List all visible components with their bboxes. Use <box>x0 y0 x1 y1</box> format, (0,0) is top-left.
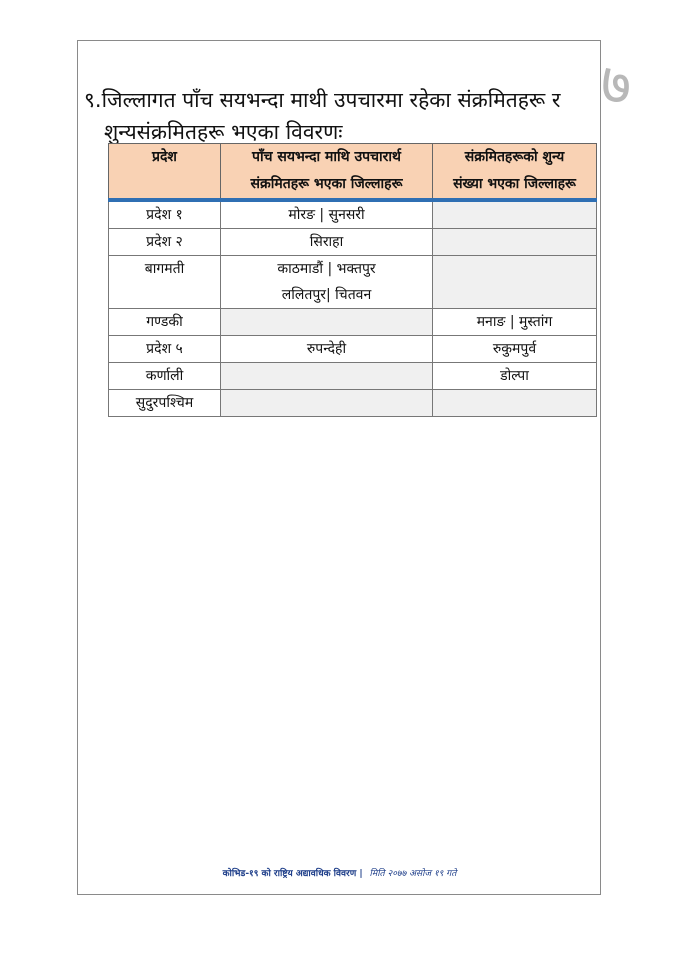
cell-zero: मनाङ | मुस्तांग <box>433 309 597 336</box>
cell-over500 <box>221 309 433 336</box>
table-row <box>109 363 597 390</box>
cell-over500-line2: ललितपुर| चितवन <box>281 287 372 303</box>
district-table <box>108 143 597 417</box>
table-row <box>109 256 597 309</box>
page-number: ७ <box>601 50 632 118</box>
header-zero <box>433 144 597 201</box>
cell-zero <box>433 390 597 417</box>
heading-line-2: शुन्यसंक्रमितहरू भएका विवरणः <box>104 120 343 144</box>
cell-province: प्रदेश २ <box>109 229 221 256</box>
table-row <box>109 200 597 229</box>
cell-over500 <box>221 390 433 417</box>
cell-province: गण्डकी <box>109 309 221 336</box>
page-footer <box>0 866 679 879</box>
table-row <box>109 309 597 336</box>
header-over500-line2: संक्रमितहरू भएका जिल्लाहरू <box>250 176 403 192</box>
table-row <box>109 229 597 256</box>
header-zero-line2: संख्या भएका जिल्लाहरू <box>453 176 576 192</box>
cell-over500 <box>221 363 433 390</box>
cell-over500: मोरङ | सुनसरी <box>221 200 433 229</box>
heading-line-1: ९.जिल्लागत पाँच सयभन्दा माथी उपचारमा रहेका संक्रमितहरू र <box>84 88 561 112</box>
header-over500-line1: पाँच सयभन्दा माथि उपचारार्थ <box>252 149 401 165</box>
footer-title: कोभिड-१९ को राष्ट्रिय अद्यावधिक विवरण | <box>222 869 363 879</box>
cell-province: प्रदेश ५ <box>109 336 221 363</box>
cell-province: कर्णाली <box>109 363 221 390</box>
cell-over500: रुपन्देही <box>221 336 433 363</box>
cell-over500 <box>221 256 433 309</box>
table-row <box>109 390 597 417</box>
cell-zero: डोल्पा <box>433 363 597 390</box>
table-row <box>109 336 597 363</box>
cell-province: बागमती <box>109 256 221 309</box>
cell-zero: रुकुमपुर्व <box>433 336 597 363</box>
header-zero-line1: संक्रमितहरूको शुन्य <box>464 149 565 165</box>
cell-zero <box>433 256 597 309</box>
cell-over500: सिराहा <box>221 229 433 256</box>
section-heading <box>84 84 584 148</box>
footer-date: मिति २०७७ असोज १९ गते <box>369 869 457 879</box>
header-province: प्रदेश <box>109 144 221 201</box>
cell-over500-line1: काठमाडौं | भक्तपुर <box>277 261 376 277</box>
cell-province: सुदुरपश्चिम <box>109 390 221 417</box>
header-over500 <box>221 144 433 201</box>
cell-zero <box>433 229 597 256</box>
table-header-row <box>109 144 597 201</box>
cell-province: प्रदेश १ <box>109 200 221 229</box>
cell-zero <box>433 200 597 229</box>
